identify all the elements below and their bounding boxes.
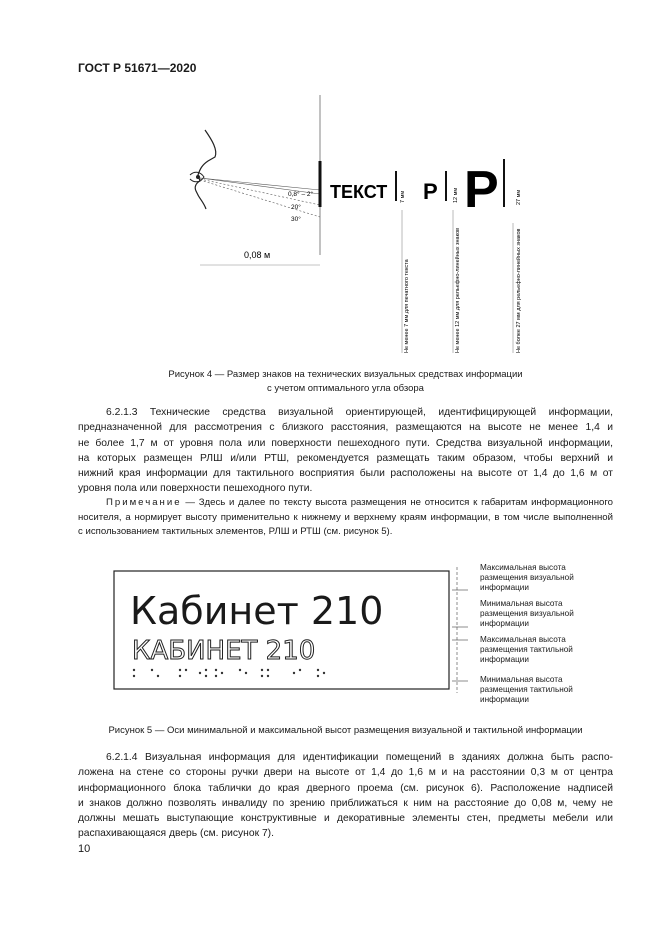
text-line: с использованием тактильных элементов, РЛШ и РТШ (см. рисунок 5). bbox=[78, 526, 393, 537]
angle-label: 30° bbox=[291, 216, 301, 223]
label-line: Максимальная высота bbox=[480, 635, 566, 644]
size-caption-7: Не менее 7 мм для печатного текста bbox=[404, 259, 410, 353]
figure-5-caption: Рисунок 5 — Оси минимальной и максимальной высот размещения визуальной и тактильной информации bbox=[108, 725, 583, 736]
label-line: Минимальная высота bbox=[480, 675, 563, 684]
distance-label: 0,08 м bbox=[244, 250, 271, 260]
caption-line: Рисунок 4 — Размер знаков на технических визуальных средствах информации bbox=[168, 369, 523, 380]
note-text: — Здесь и далее по тексту высота размещения не относится к габаритам информационного bbox=[185, 497, 613, 508]
note-label: Примечание bbox=[106, 497, 182, 508]
note-block bbox=[78, 496, 613, 540]
paragraph-6-2-1-3 bbox=[78, 405, 613, 497]
label-line: информации bbox=[480, 583, 529, 592]
document-header: ГОСТ Р 51671—2020 bbox=[78, 61, 197, 75]
text-line: носителя, а нормирует высоту применительно к нижнему и верхнему краям информации, в том числе выполненной bbox=[78, 511, 613, 523]
text-line: уровня пола или поверхности пешеходного пути. bbox=[78, 483, 313, 495]
text-sample: ТЕКСТ bbox=[330, 182, 388, 202]
size-label-7: 7 мм bbox=[400, 190, 406, 203]
label-line: информации bbox=[480, 619, 529, 628]
figure-4-caption bbox=[78, 368, 613, 396]
figure-5-labels bbox=[480, 563, 610, 705]
angle-label: 20° bbox=[291, 204, 301, 211]
label-line: информации bbox=[480, 695, 529, 704]
text-line: должны мешать выступающие конструктивные и декоративные элементы стен, предметы мебели или bbox=[78, 813, 613, 825]
text-line: ложена на стене со стороны ручки двери на высоте от 1,4 до 1,6 м и на расстоянии 0,3 м от центра bbox=[78, 767, 613, 779]
size-caption-12: Не менее 12 мм для рельефно-линейных знаков bbox=[455, 227, 461, 353]
label-line: Минимальная высота bbox=[480, 599, 563, 608]
angle-label: 0,8° – 2° bbox=[288, 191, 314, 198]
axis-label-max-tactile bbox=[480, 635, 610, 675]
caption-line: с учетом оптимального угла обзора bbox=[267, 383, 424, 394]
text-line: информационного блока таблички до края дверного проема (см. рисунок 6). Расположение надписей bbox=[78, 782, 613, 794]
sign-tactile-caps: КАБИНЕТ 210 bbox=[132, 636, 316, 666]
text-line: 6.2.1.3 Технические средства визуальной ориентирующей, идентифицирующей информации, bbox=[106, 407, 613, 418]
label-line: размещения тактильной bbox=[480, 645, 573, 654]
page-number: 10 bbox=[78, 843, 91, 855]
sign-title: Кабинет 210 bbox=[130, 589, 384, 633]
size-label-12: 12 мм bbox=[453, 187, 459, 203]
text-line: 6.2.1.4 Визуальная информация для идентификации помещений в зданиях должна быть распо- bbox=[106, 752, 613, 763]
label-line: информации bbox=[480, 655, 529, 664]
large-p-sample: P bbox=[464, 161, 499, 219]
axis-label-max-visual bbox=[480, 563, 610, 599]
label-line: размещения тактильной bbox=[480, 685, 573, 694]
text-line: нижний края информации для тактильного восприятия были расположены на высоте от 1,4 до 1,6 м от bbox=[78, 468, 613, 480]
axis-label-min-tactile bbox=[480, 675, 610, 705]
paragraph-6-2-1-4 bbox=[78, 750, 613, 842]
size-label-27: 27 мм bbox=[516, 189, 522, 205]
small-p-sample: P bbox=[423, 179, 438, 204]
text-line: предназначенной для рассмотрения с близкого расстояния, размещаются на высоте не менее 1,4 и bbox=[78, 422, 613, 434]
figure-4-diagram bbox=[160, 95, 540, 365]
text-line bbox=[78, 496, 613, 511]
axis-label-min-visual bbox=[480, 599, 610, 635]
label-line: Максимальная высота bbox=[480, 563, 566, 572]
text-line: не более 1,7 м от уровня пола или поверхности пешеходного пути. Средства визуальной информации, bbox=[78, 437, 613, 449]
text-line: на которых размещен РЛШ и/или РТШ, рекомендуется размещать таким образом, чтобы верхний и bbox=[78, 452, 613, 464]
label-line: размещения визуальной bbox=[480, 609, 574, 618]
text-line: распахивающаяся дверь (см. рисунок 7). bbox=[78, 828, 274, 840]
label-line: размещения визуальной bbox=[480, 573, 574, 582]
size-caption-27: Не более 27 мм для рельефно-линейных знаков bbox=[516, 228, 522, 353]
text-line: и знаков должно позволять инвалиду по зрению приближаться к ним на расстояние до 0,08 м, чему не bbox=[78, 797, 613, 809]
